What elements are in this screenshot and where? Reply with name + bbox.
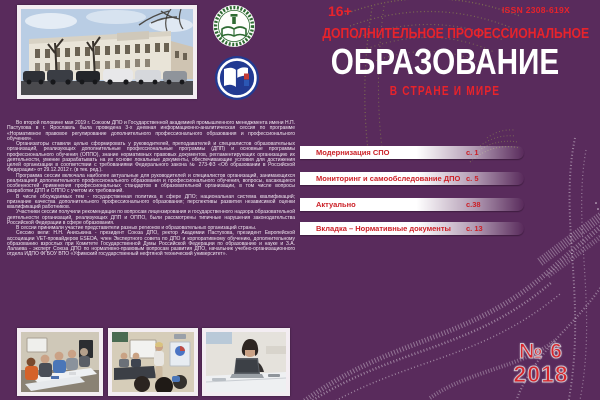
issue-number [489,340,593,386]
article-paragraph: Участники сессии получили рекомендации по вопросам лицензирования и государственного надзора образовательной деятельности организаций, реализующих ДПП и ОППО, были рассмотрены типичные нарушения законодательства Российской Федерации в сфере образования. [7,209,295,226]
session-audience-photo [17,328,103,396]
cover-article-text [7,121,295,258]
contents-item-page: с. 5 [466,174,479,183]
issue-no: № 6 [519,340,563,363]
issue-year: 2018 [513,361,569,387]
article-paragraph: Организаторы ставили целью сформировать у руководителей, преподавателей и специалистов образовательных организаций, реализующих дополнительные профессиональные программы (ДПП) и основные программы профессионального обучения (ОППО), знание нормативных правовых документов, регламентирующих организацию их деятельности, умение разрабатывать на их основе локальные документы, обеспечивающие условия для достижения целей организации в соответствии с требованиями Федерального закона № 273-ФЗ «Об образовании в Российской Федерации» от 29.12.2012 г. (в тек. ред.). [7,141,295,174]
contents-item-modernizatsiya-spo [300,146,524,159]
session-presenter-photo [108,328,198,396]
contents-item-aktualno [300,198,524,211]
contents-item-page: с. 13 [466,224,483,233]
article-paragraph: В сессии принимали участие представители разных регионов и образовательных организаций страны. [16,225,257,231]
title-line-3: В СТРАНЕ И МИРЕ [389,83,501,98]
article-paragraph: Во второй половине мая 2019 г. Союзом ДПО и Государственной академией промышленного менеджмента имени Н.П. Пастухова в г. Ярославль была проведена 3-х дневная информационно-аналитическая сессия по программе «Нормативное правовое регулирование дополнительного профессионального образования и профессионального обучения». [7,120,295,142]
magazine-title [299,26,591,98]
contents-item-label: Актуально [316,200,356,209]
speaker-laptop-photo [202,328,290,396]
title-line-1: ДОПОЛНИТЕЛЬНОЕ ПРОФЕССИОНАЛЬНОЕ [322,26,590,42]
contents-item-page: с.38 [466,200,481,209]
title-line-2: ОБРАЗОВАНИЕ [330,41,560,82]
contents-item-vkladka-normativnye [300,222,524,235]
academy-building-photo [17,5,197,99]
contents-item-monitoring-dpo [300,172,524,185]
article-paragraph: Программа сессии включала наиболее актуальные для руководителей и специалистов организаций, занимающихся реализацией дополнительного профессионального образования и профессионального обучения, вопросы, касающиеся особенностей применения профессиональных стандартов в образовательной организации, в том числе вопросы разработки ДПП и ОППО с учетом их требований. [7,172,295,195]
contents-item-label: Мониторинг и самообследование ДПО [316,174,461,183]
contents-item-page: с. 1 [466,148,479,157]
issn-number: ISSN 2308-619X [502,5,570,15]
contents-item-label: Модернизация СПО [316,148,390,157]
age-rating-badge: 16+ [328,3,352,19]
article-paragraph: В числе обсуждаемых тем - государственная политика в сфере ДПО; национальная система квалификаций; признание качества дополнительного профессионального образования; перспективы развития независимой оценки квалификаций работников. [7,193,295,210]
union-dpo-logo-icon [214,55,260,106]
contents-item-label: Вкладка – Нормативные документы [316,224,451,233]
academy-logo-icon [212,4,256,53]
article-paragraph: Сессию вели: Н.Н. Аниськина - президент Союза ДПО, ректор Академии Пастухова, президент Европейской ассоциации VET-провайдеров ESEDA, член Экспертного совета по ДПО и корпоративному обучению, дополнительному образованию взрослых при Комитете Государственной Думы Российской Федерации по образованию и науке и З.А. Лалаева - эксперт Союза ДПО по нормативно-правовым вопросам развития ДПО, начальник учебно-организационного отдела ИДПО ФГБОУ ВПО «Уфимский государственный нефтяной технический университет». [7,230,295,258]
